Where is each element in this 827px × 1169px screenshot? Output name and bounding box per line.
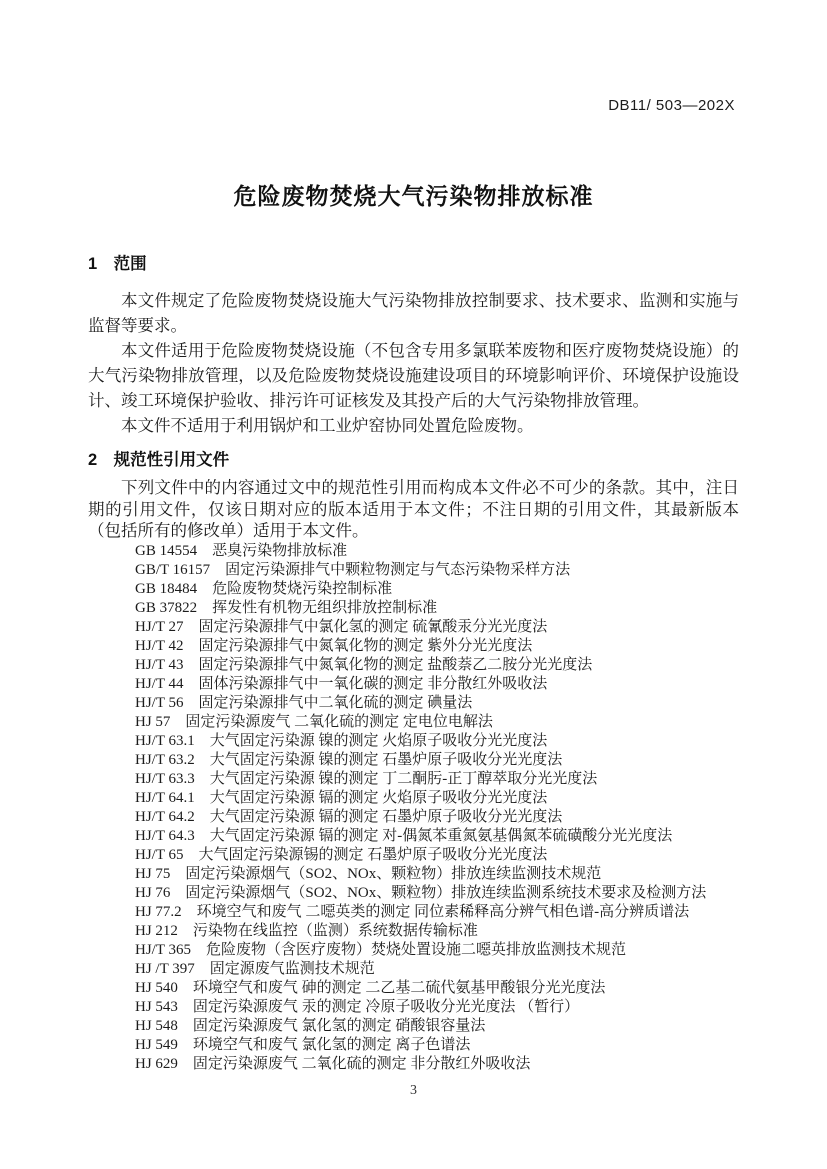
reference-item: HJ/T 64.1 大气固定污染源 镉的测定 火焰原子吸收分光光度法 <box>135 790 548 806</box>
reference-item: HJ 75 固定污染源烟气（SO2、NOx、颗粒物）排放连续监测技术规范 <box>135 866 602 882</box>
reference-item: HJ/T 63.2 大气固定污染源 镍的测定 石墨炉原子吸收分光光度法 <box>135 752 563 768</box>
reference-item: GB 37822 挥发性有机物无组织排放控制标准 <box>135 600 438 616</box>
reference-item: HJ/T 43 固定污染源排气中氮氧化物的测定 盐酸萘乙二胺分光光度法 <box>135 657 593 673</box>
reference-item: HJ/T 63.3 大气固定污染源 镍的测定 丁二酮肟-正丁醇萃取分光光度法 <box>135 771 598 787</box>
reference-item: GB 18484 危险废物焚烧污染控制标准 <box>135 581 393 597</box>
page-number: 3 <box>410 1083 417 1098</box>
scope-paragraph: 本文件规定了危险废物焚烧设施大气污染物排放控制要求、技术要求、监测和实施与监督等要求。 <box>88 291 739 335</box>
reference-item: HJ/T 365 危险废物（含医疗废物）焚烧处置设施二噁英排放监测技术规范 <box>135 942 626 958</box>
reference-item: HJ/T 56 固定污染源排气中二氧化硫的测定 碘量法 <box>135 695 473 711</box>
reference-item: HJ 212 污染物在线监控（监测）系统数据传输标准 <box>135 923 478 939</box>
reference-item: HJ 549 环境空气和废气 氯化氢的测定 离子色谱法 <box>135 1037 471 1053</box>
reference-item: HJ 543 固定污染源废气 汞的测定 冷原子吸收分光光度法 （暂行） <box>135 999 580 1015</box>
reference-item: HJ/T 63.1 大气固定污染源 镍的测定 火焰原子吸收分光光度法 <box>135 733 548 749</box>
reference-item: HJ 76 固定污染源烟气（SO2、NOx、颗粒物）排放连续监测系统技术要求及检测方法 <box>135 885 707 901</box>
reference-item: HJ 540 环境空气和废气 砷的测定 二乙基二硫代氨基甲酸银分光光度法 <box>135 980 606 996</box>
scope-paragraph: 本文件不适用于利用锅炉和工业炉窑协同处置危险废物。 <box>121 416 534 435</box>
scope-paragraph: 本文件适用于危险废物焚烧设施（不包含专用多氯联苯废物和医疗废物焚烧设施）的大气污染物排放管理，以及危险废物焚烧设施建设项目的环境影响评价、环境保护设施设计、竣工环境保护验收、排污许可证核发及其投产后的大气污染物排放管理。 <box>88 341 739 410</box>
scope-paragraphs <box>88 288 739 438</box>
reference-item: HJ 629 固定污染源废气 二氧化硫的测定 非分散红外吸收法 <box>135 1056 531 1072</box>
reference-item: HJ/T 27 固定污染源排气中氯化氢的测定 硫氰酸汞分光光度法 <box>135 619 548 635</box>
section-scope-heading: 1 范围 <box>88 255 147 273</box>
standard-code: DB11/ 503—202X <box>608 97 735 114</box>
reference-item: HJ/T 42 固定污染源排气中氮氧化物的测定 紫外分光光度法 <box>135 638 533 654</box>
reference-item: HJ/T 65 大气固定污染源锡的测定 石墨炉原子吸收分光光度法 <box>135 847 548 863</box>
reference-item: GB/T 16157 固定污染源排气中颗粒物测定与气态污染物采样方法 <box>135 562 571 578</box>
reference-item: HJ 77.2 环境空气和废气 二噁英类的测定 同位素稀释高分辨气相色谱-高分辨质谱法 <box>135 904 690 920</box>
document-title: 危险废物焚烧大气污染物排放标准 <box>233 183 594 209</box>
reference-item: HJ/T 64.2 大气固定污染源 镉的测定 石墨炉原子吸收分光光度法 <box>135 809 563 825</box>
reference-item: HJ 57 固定污染源废气 二氧化硫的测定 定电位电解法 <box>135 714 493 730</box>
reference-item: HJ/T 44 固体污染源排气中一氧化碳的测定 非分散红外吸收法 <box>135 676 548 692</box>
reference-item: HJ /T 397 固定源废气监测技术规范 <box>135 961 375 977</box>
reference-item: GB 14554 恶臭污染物排放标准 <box>135 543 348 559</box>
section-references-heading: 2 规范性引用文件 <box>88 451 230 469</box>
references-intro: 下列文件中的内容通过文中的规范性引用而构成本文件必不可少的条款。其中，注日期的引用文件，仅该日期对应的版本适用于本文件；不注日期的引用文件，其最新版本（包括所有的修改单）适用于本文件。 <box>88 478 739 540</box>
reference-item: HJ/T 64.3 大气固定污染源 镉的测定 对-偶氮苯重氮氨基偶氮苯硫磺酸分光光度法 <box>135 828 673 844</box>
references-list <box>135 542 755 1074</box>
reference-item: HJ 548 固定污染源废气 氯化氢的测定 硝酸银容量法 <box>135 1018 486 1034</box>
